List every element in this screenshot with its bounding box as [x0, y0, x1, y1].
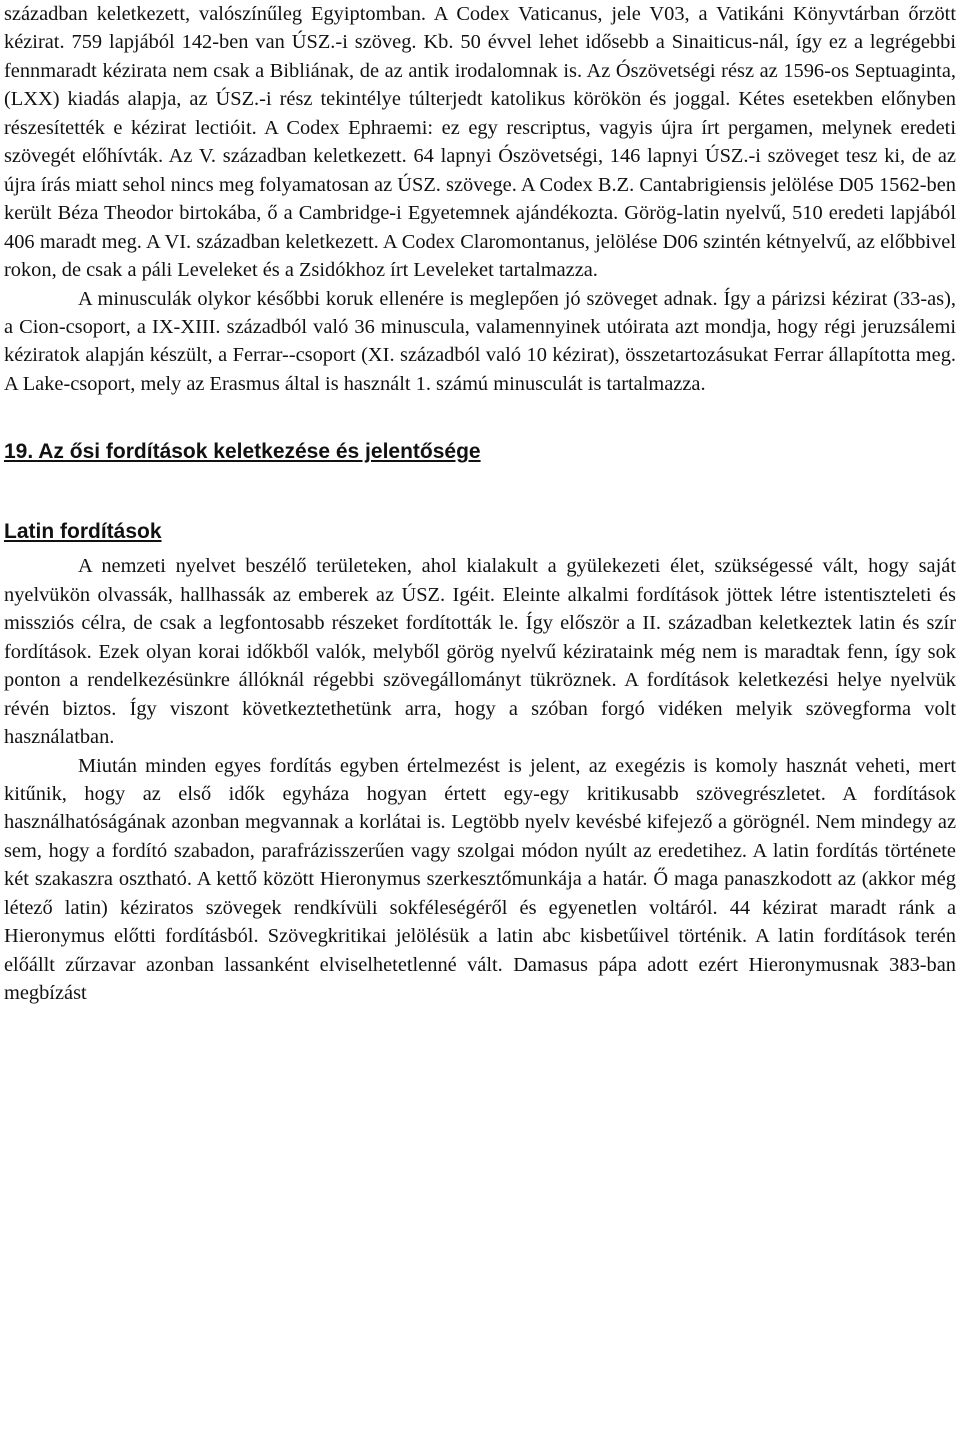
paragraph-codices: században keletkezett, valószínűleg Egyiptomban. A Codex Vaticanus, jele V03, a Vatikáni Könyvtárban őrzött kézirat. 759 lapjából 142-ben van ÚSZ.-i szöveg. Kb. 50 évvel lehet idősebb a Sinaiticus-nál, így ez a legrégebbi fennmaradt kézirata nem csak a Bibliának, de az antik irodalomnak is. Az Ószövetségi rész az 1596-os Septuaginta, (LXX) kiadás alapja, az ÚSZ.-i rész tekintélye túlterjedt katolikus körökön és joggal. Kétes esetekben előnyben részesítették e kézirat lectióit. A Codex Ephraemi: ez egy rescriptus, vagyis újra írt pergamen, melynek eredeti szövegét előhívták. Az V. században keletkezett. 64 lapnyi Ószövetségi, 146 lapnyi ÚSZ.-i szöveget tesz ki, de az újra írás miatt sehol nincs meg folyamatosan az ÚSZ. szövege. A Codex B.Z. Cantabrigiensis jelölése D05 1562-ben került Béza Theodor birtokába, ő a Cambridge-i Egyetemnek ajándékozta. Görög-latin nyelvű, 510 eredeti lapjából 406 maradt meg. A VI. században keletkezett. A Codex Claromontanus, jelölése D06 szintén kétnyelvű, az előbbivel rokon, de csak a páli Leveleket és a Zsidókhoz írt Leveleket tartalmazza. [4, 3, 956, 282]
subsection-heading: Latin fordítások [4, 520, 162, 544]
paragraph-latin-intro: A nemzeti nyelvet beszélő területeken, ahol kialakult a gyülekezeti élet, szükségessé vált, hogy saját nyelvükön olvassák, hallhassák az emberek az ÚSZ. Igéit. Eleinte alkalmi fordítások jöttek létre istentiszteleti és missziós célra, de csak a legfontosabb részeket fordították le. Így először a II. században keletkeztek latin és szír fordítások. Ezek olyan korai időkből valók, melyből görög nyelvű kézirataink még nem is maradtak fenn, így sok ponton a rendelkezésünkre állóknál régebbi szövegállományt tükröznek. A fordítások keletkezési helye nyelvük révén biztos. Így viszont következtethetünk arra, hogy a szóban forgó vidéken melyik szövegforma volt használatban. [4, 555, 956, 749]
section-heading: 19. Az ősi fordítások keletkezése és jelentősége [4, 440, 481, 464]
paragraph-translation-value: Miután minden egyes fordítás egyben értelmezést is jelent, az exegézis is komoly hasznát veheti, mert kitűnik, hogy az első idők egyháza hogyan értett egy-egy kritikusabb szövegrészletet. A fordítások használhatóságának azonban megvannak a korlátai is. Legtöbb nyelv kevésbé kifejező a görögnél. Nem mindegy az sem, hogy a fordító szabadon, parafrázisszerűen vagy szolgai módon nyúlt az eredetihez. A latin fordítás története két szakaszra osztható. A kettő között Hieronymus szerkesztőmunkája a határ. Ő maga panaszkodott az (akkor még létező latin) kéziratos szövegek rendkívüli sokféleségéről és egyenetlen voltáról. 44 kézirat maradt ránk a Hieronymus előtti fordításból. Szövegkritikai jelölésük a latin abc kisbetűivel történik. A latin fordítások terén előállt zűrzavar azonban lassanként elviselhetetlenné vált. Damasus pápa adott ezért Hieronymusnak 383-ban megbízást [4, 754, 956, 1005]
paragraph-minuscules: A minusculák olykor későbbi koruk ellenére is meglepően jó szöveget adnak. Így a párizsi kézirat (33-as), a Cion-csoport, a IX-XIII. századból való 36 minuscula, valamennyinek utóirata azt mondja, hogy régi jeruzsálemi kéziratok alapján készült, a Ferrar--csoport (XI. századból való 10 kézirat), összetartozásukat Ferrar állapította meg. A Lake-csoport, mely az Erasmus által is használt 1. számú minusculát is tartalmazza. [4, 287, 956, 395]
document-page [4, 0, 956, 1008]
